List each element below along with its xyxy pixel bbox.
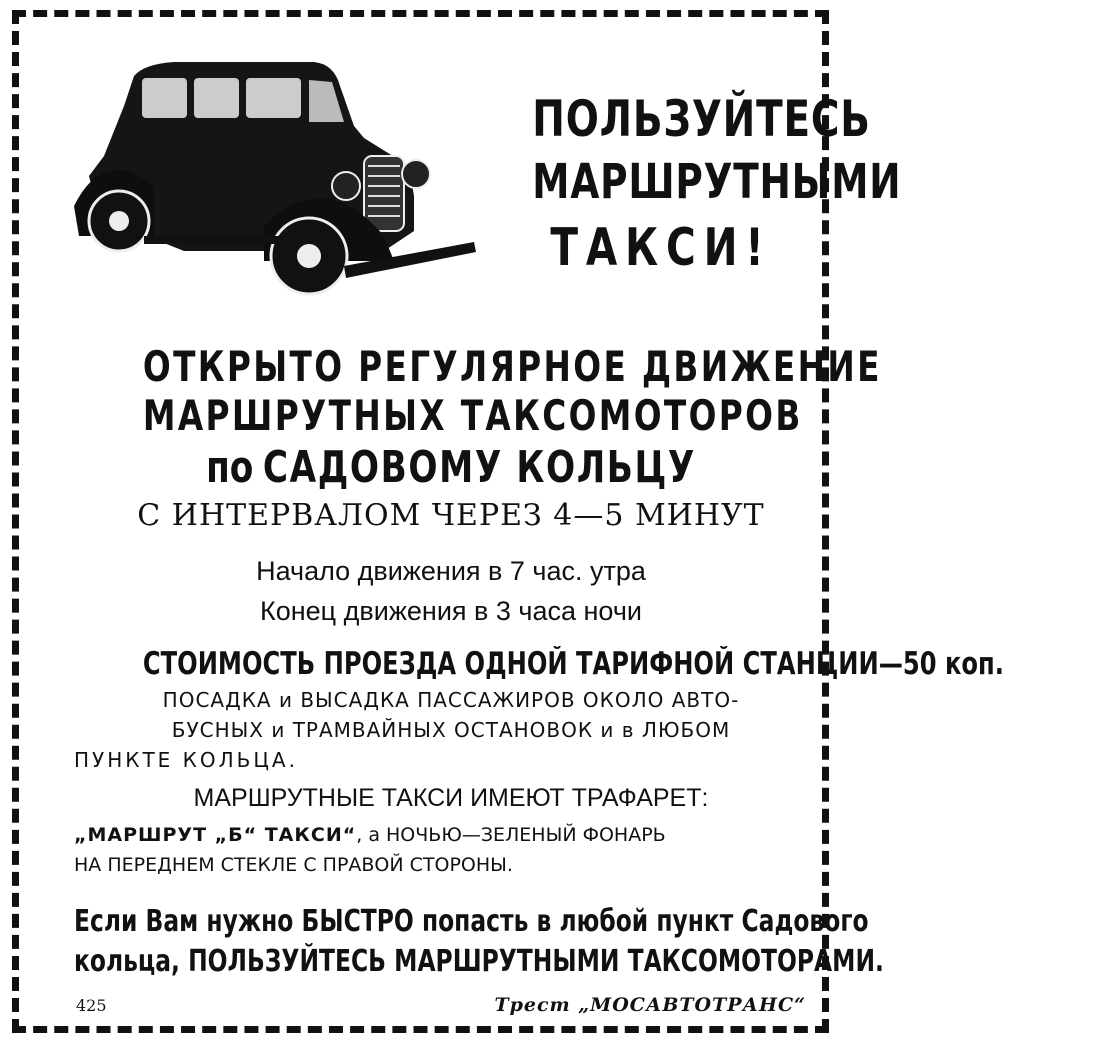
boarding-text-2: БУСНЫХ и ТРАМВАЙНЫХ ОСТАНОВОК и в ЛЮБОМ [171, 718, 731, 742]
start-time-text: Начало движения в 7 час. утра [256, 556, 646, 586]
announcement-line-1: ОТКРЫТО РЕГУЛЯРНОЕ ДВИЖЕНИЕ [142, 342, 882, 391]
fare-text: СТОИМОСТЬ ПРОЕЗДА ОДНОЙ ТАРИФНОЙ СТАНЦИИ—50 коп. [142, 646, 1004, 682]
car-illustration-icon [64, 46, 474, 326]
stencil-glass-text: НА ПЕРЕДНЕМ СТЕКЛЕ С ПРАВОЙ СТОРОНЫ. [74, 854, 513, 876]
closing-line-2: кольца, ПОЛЬЗУЙТЕСЬ МАРШРУТНЫМИ ТАКСОМОТОРАМИ. [74, 944, 884, 979]
trust-name: Трест „МОСАВТОТРАНС“ [494, 994, 806, 1016]
stencil-heading: МАРШРУТНЫЕ ТАКСИ ИМЕЮТ ТРАФАРЕТ: [193, 784, 709, 812]
closing-line-1: Если Вам нужно БЫСТРО попасть в любой пункт Садового [74, 904, 869, 939]
ad-number: 425 [76, 996, 107, 1015]
headline [496, 90, 902, 278]
route-name: САДОВОМУ КОЛЬЦУ [262, 442, 696, 493]
boarding-text-3: ПУНКТЕ КОЛЬЦА. [74, 748, 298, 772]
headline-line-3: ТАКСИ! [550, 218, 772, 278]
interval-text: С ИНТЕРВАЛОМ ЧЕРЕЗ 4—5 МИНУТ [137, 498, 765, 533]
route-prefix: по [206, 442, 254, 493]
stencil-route: „МАРШРУТ „Б“ ТАКСИ“ [74, 824, 357, 846]
end-time-text: Конец движения в 3 часа ночи [260, 596, 642, 626]
stencil-description [74, 824, 864, 846]
headline-line-1: ПОЛЬЗУЙТЕСЬ [532, 90, 871, 148]
route-line [56, 442, 846, 493]
stencil-night: , а НОЧЬЮ—ЗЕЛЕНЫЙ ФОНАРЬ [356, 824, 666, 846]
advertisement [26, 24, 1004, 1027]
announcement-line-2: МАРШРУТНЫХ ТАКСОМОТОРОВ [142, 391, 803, 440]
boarding-text-1: ПОСАДКА и ВЫСАДКА ПАССАЖИРОВ ОКОЛО АВТО- [162, 688, 740, 712]
headline-line-2: МАРШРУТНЫМИ [532, 154, 902, 210]
